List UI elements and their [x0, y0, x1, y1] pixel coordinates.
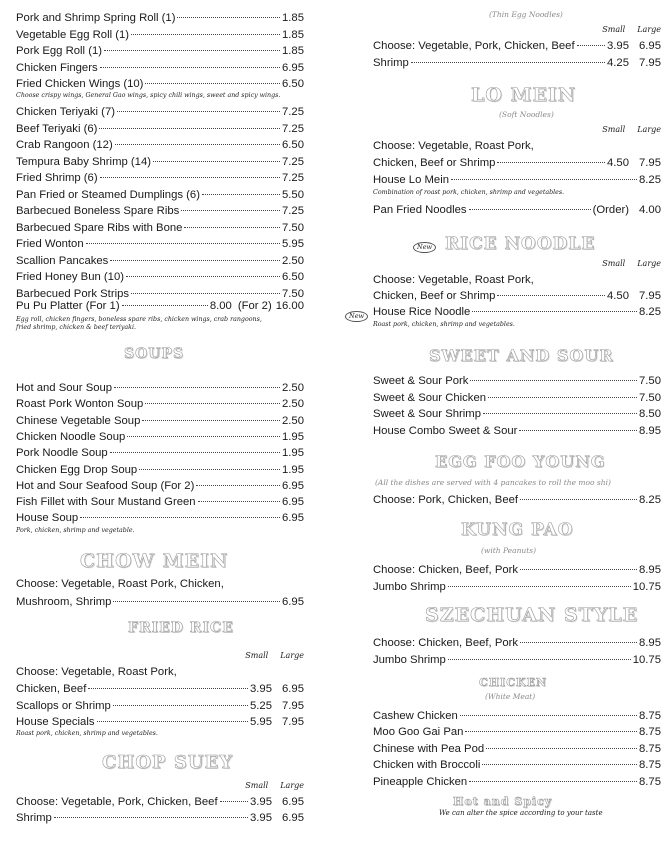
new-badge: New [413, 242, 436, 253]
pupu-label-2: (For 2) [237, 300, 272, 312]
rice-noodle-name: Chicken, Beef or Shrimp [373, 290, 496, 302]
item-name: Fried Chicken Wings (10) [16, 78, 144, 90]
item-price: 8.75 [639, 743, 661, 755]
size-large-label: Large [637, 125, 661, 134]
item-name: Scallion Pancakes [16, 255, 109, 267]
dot-leader [469, 781, 637, 782]
menu-item-row [16, 396, 304, 412]
house-rice-noodle-name: House Rice Noodle [373, 306, 471, 318]
house-lo-mein-row [373, 172, 661, 188]
dot-leader [145, 403, 280, 404]
item-name: Fried Honey Bun (10) [16, 271, 124, 283]
item-price: 8.50 [639, 408, 661, 420]
chicken-subhead: (White Meat) [485, 692, 536, 701]
size-large-label: Large [637, 25, 661, 34]
dot-leader [460, 715, 637, 716]
item-price: 8.95 [639, 637, 661, 649]
menu-item-row [16, 714, 304, 730]
item-name: Barbecued Boneless Spare Ribs [16, 205, 180, 217]
menu-item-row [373, 406, 661, 422]
item-name: Jumbo Shrimp [373, 654, 446, 666]
item-large-price: 6.95 [282, 796, 304, 808]
house-rice-note: Roast pork, chicken, shrimp and vegetables. [373, 321, 515, 328]
menu-item-row [16, 27, 304, 43]
dot-leader [100, 67, 280, 68]
item-price: 8.75 [639, 726, 661, 738]
item-price: 7.25 [282, 172, 304, 184]
dot-leader [411, 62, 605, 63]
menu-item-row [16, 413, 304, 429]
menu-item-row [16, 76, 304, 92]
item-price: 7.50 [282, 288, 304, 300]
menu-item-row [373, 652, 661, 668]
size-small-label: Small [245, 651, 269, 660]
pan-fried-price: 4.00 [639, 204, 661, 216]
menu-item-row [373, 55, 661, 71]
item-small-price: 5.25 [250, 700, 272, 712]
size-large-label: Large [280, 651, 304, 660]
menu-item-row [373, 635, 661, 651]
dot-leader [220, 801, 248, 802]
item-small-price: 5.95 [250, 716, 272, 728]
menu-item-row [16, 10, 304, 26]
item-name: Hot and Sour Soup [16, 382, 113, 394]
item-large-price: 6.95 [282, 683, 304, 695]
item-name: Roast Pork Wonton Soup [16, 398, 144, 410]
menu-item-row [373, 774, 661, 790]
menu-item-row [16, 203, 304, 219]
chicken-header: CHICKEN [479, 676, 548, 689]
menu-item-row [16, 794, 304, 810]
rice-noodle-choose: Choose: Vegetable, Roast Pork, [373, 274, 534, 286]
dot-leader [472, 311, 637, 312]
item-name: Chicken Egg Drop Soup [16, 464, 138, 476]
egg-foo-note: (All the dishes are served with 4 pancakes to roll the moo shi) [375, 478, 611, 487]
lo-mein-choose: Choose: Vegetable, Roast Pork, [373, 140, 534, 152]
dot-leader [520, 499, 637, 500]
chow-mein-price: 6.95 [282, 596, 304, 608]
new-badge: New [345, 311, 368, 322]
item-name: Sweet & Sour Chicken [373, 392, 487, 404]
dot-leader [482, 764, 637, 765]
rice-noodle-size-labels [602, 258, 661, 270]
item-price: 10.75 [632, 581, 661, 593]
dot-leader [465, 731, 637, 732]
size-small-label: Small [245, 781, 269, 790]
house-rice-noodle-row [373, 304, 661, 320]
item-name: Vegetable Egg Roll (1) [16, 29, 130, 41]
item-name: Cashew Chicken [373, 710, 458, 722]
menu-item-row [16, 269, 304, 285]
item-name: Chicken, Beef [16, 683, 87, 695]
dot-leader [519, 430, 637, 431]
item-name: Chicken Noodle Soup [16, 431, 126, 443]
dot-leader [131, 293, 280, 294]
item-name: Beef Teriyaki (6) [16, 123, 98, 135]
dot-leader [577, 45, 605, 46]
item-price: 7.50 [639, 392, 661, 404]
item-name: Shrimp [16, 812, 52, 824]
menu-item-row [16, 104, 304, 120]
lo-mein-row [373, 155, 661, 171]
item-price: 6.95 [282, 496, 304, 508]
item-price: 8.75 [639, 776, 661, 788]
item-name: Fried Shrimp (6) [16, 172, 98, 184]
house-rice-noodle-price: 8.25 [639, 306, 661, 318]
menu-item-row [373, 757, 661, 773]
rice-noodle-large-price: 7.95 [639, 290, 661, 302]
item-price: 6.95 [282, 480, 304, 492]
item-small-price: 3.95 [250, 683, 272, 695]
pupu-price-2: 16.00 [275, 300, 304, 312]
lo-mein-name: Chicken, Beef or Shrimp [373, 157, 496, 169]
menu-item-row [16, 462, 304, 478]
item-name: Chicken Teriyaki (7) [16, 106, 115, 118]
dot-leader [139, 469, 280, 470]
item-name: Fried Wonton [16, 238, 84, 250]
item-price: 2.50 [282, 382, 304, 394]
item-name: Hot and Sour Seafood Soup (For 2) [16, 480, 195, 492]
menu-item-row [16, 236, 304, 252]
item-price: 2.50 [282, 255, 304, 267]
item-price: 5.95 [282, 238, 304, 250]
hot-spicy-header: Hot and Spicy [453, 795, 553, 808]
dot-leader [113, 705, 248, 706]
dot-leader [97, 721, 249, 722]
dot-leader [198, 501, 280, 502]
dot-leader [115, 144, 280, 145]
dot-leader [483, 413, 637, 414]
item-name: Pork and Shrimp Spring Roll (1) [16, 12, 176, 24]
menu-item-row [16, 380, 304, 396]
item-small-price: 3.95 [250, 812, 272, 824]
menu-item-row [373, 373, 661, 389]
dot-leader [488, 397, 637, 398]
item-small-price: 4.25 [607, 57, 629, 69]
item-price: 7.25 [282, 156, 304, 168]
item-name: Choose: Vegetable, Pork, Chicken, Beef [16, 796, 218, 808]
item-name: Pork Noodle Soup [16, 447, 108, 459]
item-name: House Specials [16, 716, 95, 728]
item-name: Jumbo Shrimp [373, 581, 446, 593]
fried-rice-note: Roast pork, chicken, shrimp and vegetables. [16, 730, 158, 737]
menu-item-row [16, 429, 304, 445]
item-name: Sweet & Sour Shrimp [373, 408, 481, 420]
size-small-label: Small [602, 259, 626, 268]
mei-fun-subhead: (Thin Egg Noodles) [489, 10, 563, 19]
kung-pao-header: KUNG PAO [461, 520, 574, 540]
item-name: Chicken Fingers [16, 62, 98, 74]
item-price: 6.50 [282, 78, 304, 90]
dot-leader [113, 601, 280, 602]
dot-leader [145, 83, 280, 84]
dot-leader [122, 305, 208, 306]
item-price: 7.25 [282, 123, 304, 135]
house-lo-mein-price: 8.25 [639, 174, 661, 186]
szechuan-header: SZECHUAN STYLE [425, 604, 639, 626]
item-name: Shrimp [373, 57, 409, 69]
item-large-price: 6.95 [282, 812, 304, 824]
fried-rice-header: FRIED RICE [128, 620, 234, 636]
item-price: 8.75 [639, 759, 661, 771]
dot-leader [448, 659, 631, 660]
pupu-note: Egg roll, chicken fingers, boneless spare ribs, chicken wings, crab rangoons, fried shrimp, chicken & beef teriyaki. [16, 316, 262, 331]
menu-item-row [16, 698, 304, 714]
lo-mein-large-price: 7.95 [639, 157, 661, 169]
fried-rice-choose: Choose: Vegetable, Roast Pork, [16, 666, 177, 678]
menu-item-row [373, 579, 661, 595]
item-price: 6.95 [282, 62, 304, 74]
item-price: 7.50 [639, 375, 661, 387]
dot-leader [448, 586, 631, 587]
dot-leader [131, 34, 280, 35]
item-name: Barbecued Pork Strips [16, 288, 130, 300]
dot-leader [520, 642, 637, 643]
menu-item-row [16, 510, 304, 526]
size-small-label: Small [602, 125, 626, 134]
dot-leader [110, 452, 280, 453]
item-name: Pineapple Chicken [373, 776, 468, 788]
dot-leader [497, 162, 605, 163]
chow-mein-row [16, 594, 304, 610]
menu-item-row [16, 187, 304, 203]
pan-fried-noodles-row [373, 202, 661, 218]
egg-foo-name: Choose: Pork, Chicken, Beef [373, 494, 519, 506]
pan-fried-name: Pan Fried Noodles [373, 204, 467, 216]
item-price: 8.95 [639, 425, 661, 437]
menu-item-row [373, 38, 661, 54]
item-name: Moo Goo Gai Pan [373, 726, 464, 738]
dot-leader [184, 227, 280, 228]
item-price: 7.25 [282, 106, 304, 118]
chow-mein-choose: Choose: Vegetable, Roast Pork, Chicken, [16, 578, 224, 590]
chow-mein-header: CHOW MEIN [80, 550, 229, 572]
item-small-price: 3.95 [607, 40, 629, 52]
item-price: 8.75 [639, 710, 661, 722]
house-lo-mein-note: Combination of roast pork, chicken, shrimp and vegetables. [373, 189, 565, 196]
lo-mein-small-price: 4.50 [607, 157, 629, 169]
item-price: 6.50 [282, 139, 304, 151]
item-small-price: 3.95 [250, 796, 272, 808]
dot-leader [520, 569, 637, 570]
mei-fun-size-labels [602, 24, 661, 36]
dot-leader [153, 161, 280, 162]
wings-note: Choose crispy wings, General Gao wings, spicy chili wings, sweet and spicy wings. [16, 92, 281, 99]
pupu-price-1: 8.00 [209, 300, 232, 312]
egg-foo-row [373, 492, 661, 508]
dot-leader [181, 210, 280, 211]
dot-leader [86, 243, 280, 244]
item-name: Tempura Baby Shrimp (14) [16, 156, 151, 168]
dot-leader [486, 748, 637, 749]
menu-item-row [16, 445, 304, 461]
menu-item-row [373, 724, 661, 740]
item-name: Crab Rangoon (12) [16, 139, 113, 151]
dot-leader [196, 485, 280, 486]
menu-item-row [373, 708, 661, 724]
spice-note: We can alter the spice according to your taste [439, 809, 603, 817]
dot-leader [127, 436, 280, 437]
menu-item-row [16, 60, 304, 76]
item-price: 7.50 [282, 222, 304, 234]
rice-noodle-row [373, 288, 661, 304]
item-price: 1.95 [282, 464, 304, 476]
size-small-label: Small [602, 25, 626, 34]
dot-leader [88, 688, 248, 689]
soups-header: SOUPS [124, 346, 185, 362]
house-lo-mein-name: House Lo Mein [373, 174, 449, 186]
dot-leader [104, 50, 280, 51]
item-name: Sweet & Sour Pork [373, 375, 469, 387]
dot-leader [497, 295, 605, 296]
item-name: House Soup [16, 512, 79, 524]
item-price: 6.95 [282, 512, 304, 524]
menu-item-row [16, 810, 304, 826]
dot-leader [142, 420, 280, 421]
dot-leader [177, 17, 280, 18]
item-name: Pork Egg Roll (1) [16, 45, 103, 57]
menu-item-row [373, 423, 661, 439]
menu-item-row [16, 220, 304, 236]
item-price: 8.95 [639, 564, 661, 576]
pupu-name: Pu Pu Platter (For 1) [16, 300, 120, 312]
item-name: Fish Fillet with Sour Mustand Green [16, 496, 196, 508]
menu-item-row [16, 154, 304, 170]
rice-noodle-small-price: 4.50 [607, 290, 629, 302]
kung-pao-subhead: (with Peanuts) [481, 546, 537, 555]
item-price: 6.50 [282, 271, 304, 283]
chop-suey-size-labels [245, 780, 304, 792]
menu-item-row [16, 253, 304, 269]
dot-leader [114, 387, 280, 388]
chop-suey-header: CHOP SUEY [102, 752, 234, 773]
dot-leader [117, 111, 280, 112]
menu-item-row [373, 390, 661, 406]
item-price: 1.95 [282, 447, 304, 459]
egg-foo-young-header: EGG FOO YOUNG [435, 452, 606, 471]
item-price: 1.85 [282, 45, 304, 57]
menu-item-row [16, 478, 304, 494]
pan-fried-order: (Order) [592, 204, 629, 216]
dot-leader [451, 179, 637, 180]
item-name: Chicken with Broccoli [373, 759, 481, 771]
item-price: 2.50 [282, 398, 304, 410]
item-price: 1.85 [282, 29, 304, 41]
item-name: Barbecued Spare Ribs with Bone [16, 222, 183, 234]
egg-foo-price: 8.25 [639, 494, 661, 506]
item-name: Choose: Vegetable, Pork, Chicken, Beef [373, 40, 575, 52]
menu-item-row [16, 121, 304, 137]
dot-leader [469, 209, 591, 210]
menu-item-row [16, 170, 304, 186]
item-name: Choose: Chicken, Beef, Pork [373, 564, 519, 576]
dot-leader [110, 260, 280, 261]
item-price: 7.25 [282, 205, 304, 217]
pupu-platter-row [16, 298, 304, 314]
size-large-label: Large [637, 259, 661, 268]
item-price: 2.50 [282, 415, 304, 427]
item-name: Chinese with Pea Pod [373, 743, 485, 755]
item-name: House Combo Sweet & Sour [373, 425, 518, 437]
item-name: Chinese Vegetable Soup [16, 415, 141, 427]
item-large-price: 7.95 [282, 700, 304, 712]
item-price: 1.95 [282, 431, 304, 443]
sweet-sour-header: SWEET AND SOUR [429, 346, 614, 365]
dot-leader [202, 194, 280, 195]
dot-leader [80, 517, 280, 518]
lo-mein-subhead: (Soft Noodles) [499, 110, 554, 119]
item-price: 1.85 [282, 12, 304, 24]
item-large-price: 6.95 [639, 40, 661, 52]
item-price: 5.50 [282, 189, 304, 201]
lo-mein-header: LO MEIN [471, 84, 577, 106]
chow-mein-name: Mushroom, Shrimp [16, 596, 112, 608]
dot-leader [99, 128, 280, 129]
menu-item-row [373, 741, 661, 757]
fried-rice-size-labels [245, 650, 304, 662]
dot-leader [54, 817, 248, 818]
item-name: Scallops or Shrimp [16, 700, 111, 712]
dot-leader [126, 276, 280, 277]
rice-noodle-header: RICE NOODLE [445, 234, 596, 254]
size-large-label: Large [280, 781, 304, 790]
item-name: Pan Fried or Steamed Dumplings (6) [16, 189, 200, 201]
dot-leader [470, 380, 637, 381]
menu-item-row [16, 494, 304, 510]
item-price: 10.75 [632, 654, 661, 666]
menu-item-row [16, 681, 304, 697]
dot-leader [100, 177, 280, 178]
menu-item-row [16, 43, 304, 59]
item-large-price: 7.95 [639, 57, 661, 69]
item-name: Choose: Chicken, Beef, Pork [373, 637, 519, 649]
item-large-price: 7.95 [282, 716, 304, 728]
lo-mein-size-labels [602, 124, 661, 136]
house-soup-note: Pork, chicken, shrimp and vegetable. [16, 527, 135, 534]
menu-item-row [373, 562, 661, 578]
menu-item-row [16, 137, 304, 153]
